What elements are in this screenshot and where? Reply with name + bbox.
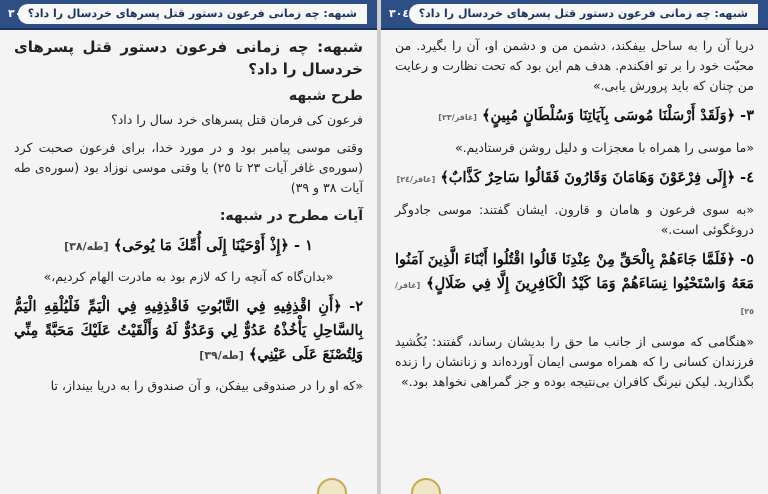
verse-reference: [غافر/٢٤]	[396, 175, 436, 184]
verses-heading: آیات مطرح در شبهه:	[219, 208, 363, 224]
page-number: ٣٠٥	[8, 7, 29, 20]
page-number: ٣٠٤	[389, 7, 410, 20]
verse-5	[395, 248, 754, 324]
verse-number: ١ -	[294, 237, 313, 254]
translation-5: «هنگامی که موسی از جانب ما حق را بدیشان رساند، گفتند: بُکُشید فرزندان کسانی را که همراه موسی ایمان آورده‌اند و زنانشان را زنده بگذارید. لیکن نیرنگ کافران بی‌نتیجه بوده و جز گمراهی نخواهد بود.»	[395, 334, 754, 389]
translation-3: «ما موسی را همراه با معجزات و دلیل روشن فرستادیم.»	[454, 140, 754, 155]
verse-text: ﴿أَنِ اقْذِفِيهِ فِي التَّابُوتِ فَاقْذِفِيهِ فِي الْيَمِّ فَلْيُلْقِهِ الْيَمُّ بِالسَّاحِلِ يَأْخُذْهُ عَدُوٌّ لِي وَعَدُوٌّ لَهُ وَأَلْقَيْتُ عَلَيْكَ مَحَبَّةً مِنِّي وَلِتُصْنَعَ عَلَى عَيْنِي﴾	[14, 298, 363, 363]
verse-reference: [طه/٣٨]	[64, 240, 109, 253]
verse-text: ﴿إِذْ أَوْحَيْنَا إِلَى أُمِّكَ مَا يُوحَى﴾	[113, 237, 289, 254]
verse-number: ٢-	[349, 298, 363, 315]
page-left	[0, 0, 377, 494]
verse-2	[14, 295, 363, 368]
verse-text: ﴿إِلَى فِرْعَوْنَ وَهَامَانَ وَقَارُونَ فَقَالُوا سَاحِرٌ كَذَّابٌ﴾	[440, 169, 736, 186]
verse-reference: [غافر/٢٣]	[438, 113, 477, 122]
verse-4	[395, 166, 754, 192]
verse-text: ﴿وَلَقَدْ أَرْسَلْنَا مُوسَى بِآيَاتِنَا وَسُلْطَانٍ مُبِينٍ﴾	[482, 107, 736, 124]
section-heading: شبهه: چه زمانی فرعون دستور قتل پسرهای خردسال را داد؟	[14, 38, 363, 78]
subsection-heading: طرح شبهه	[288, 88, 363, 104]
header-band	[381, 0, 768, 30]
translation-1: «بدان‌گاه که آنچه را که لازم بود به مادرت الهام کردیم،»	[43, 269, 334, 284]
book-spine	[377, 0, 381, 494]
verse-number: ٤-	[740, 169, 754, 186]
ornament-icon	[317, 478, 347, 494]
verse-3	[395, 104, 754, 130]
body-paragraph: وقتی موسی پیامبر بود و در مورد خدا، برای فرعون صحبت کرد (سوره‌ی غافر آیات ٢٣ تا ٢٥) یا وقتی موسی نوزاد بود (سوره‌ی طه آیات ٣٨ و ٣٩)	[14, 140, 363, 195]
ornament-icon	[411, 478, 441, 494]
page-body	[395, 36, 754, 400]
verse-1	[14, 234, 363, 259]
running-title: شبهه: چه زمانی فرعون دستور قتل پسرهای خردسال را داد؟	[409, 4, 758, 24]
question-text: فرعون کی فرمان قتل پسرهای خرد سال را داد؟	[111, 112, 363, 127]
verse-text: ﴿فَلَمَّا جَاءَهُمْ بِالْحَقِّ مِنْ عِنْدِنَا قَالُوا اقْتُلُوا أَبْنَاءَ الَّذِينَ آمَنُوا مَعَهُ وَاسْتَحْيُوا نِسَاءَهُمْ وَمَا كَيْدُ الْكَافِرِينَ إِلَّا فِي ضَلَالٍ﴾	[395, 251, 754, 292]
page-right	[381, 0, 768, 494]
verse-reference: [طه/٣٩]	[199, 349, 244, 362]
page-body	[14, 36, 363, 404]
running-title: شبهه: چه زمانی فرعون دستور قتل پسرهای خردسال را داد؟	[18, 4, 367, 24]
verse-reference: [غافر/٢٥]	[395, 281, 754, 316]
translation-2: «که او را در صندوقی بیفکن، و آن صندوق را به دریا بینداز، تا	[50, 378, 363, 393]
intro-paragraph: دریا آن را به ساحل بیفکند، دشمن من و دشمن او، آن را بگیرد. من محبّت خود را بر تو افکندم. هدف هم این بود که تحت نظارت و رعایت من چنان که باید پرورش یابی.»	[395, 38, 754, 93]
translation-4: «به سوی فرعون و هامان و قارون. ایشان گفتند: موسی جادوگر دروغگوئی است.»	[395, 202, 754, 237]
header-band	[0, 0, 377, 30]
verse-number: ٥-	[740, 251, 754, 268]
verse-number: ٣-	[740, 107, 754, 124]
